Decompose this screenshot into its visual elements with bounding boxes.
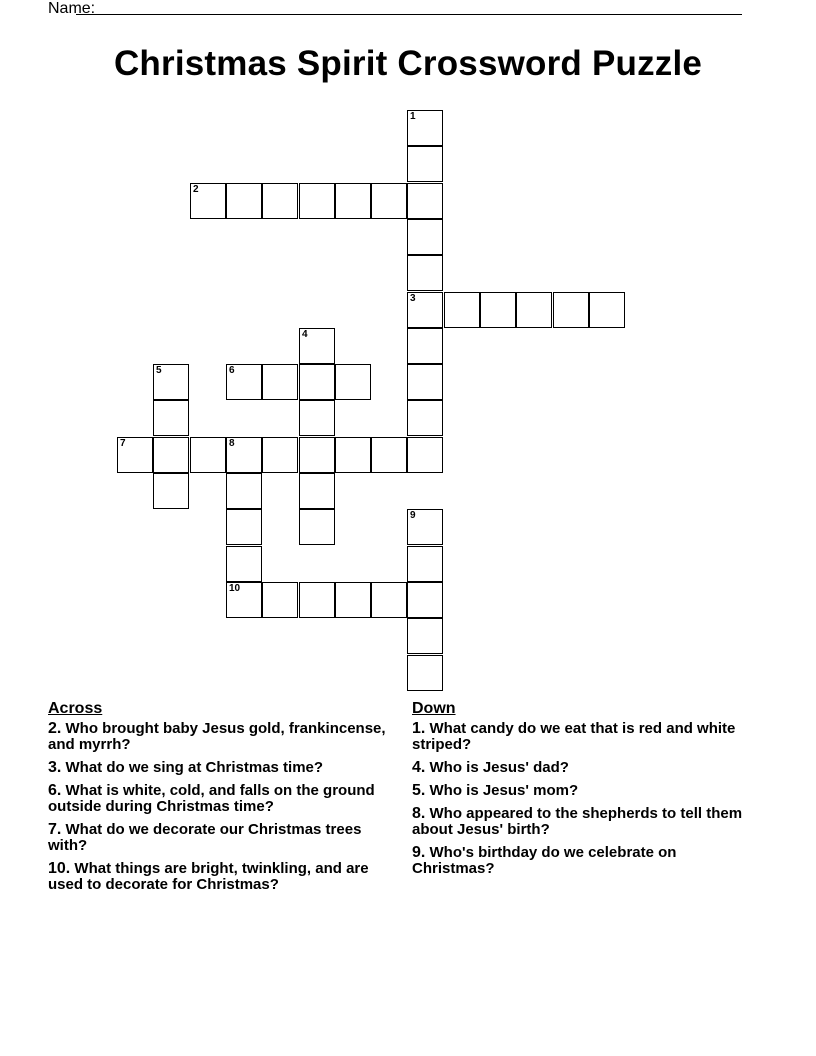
- clue-text: Who is Jesus' dad?: [429, 759, 569, 776]
- down-clue: [412, 783, 757, 799]
- clue-text: Who brought baby Jesus gold, frankincense, and myrrh?: [48, 720, 386, 753]
- grid-cell[interactable]: [226, 473, 262, 509]
- grid-cell[interactable]: [553, 292, 589, 328]
- down-clue: [412, 845, 757, 877]
- across-clue: [48, 721, 398, 753]
- grid-cell[interactable]: [226, 183, 262, 219]
- grid-cell[interactable]: [117, 437, 153, 473]
- across-clue: [48, 783, 398, 815]
- down-clue: [412, 721, 757, 753]
- across-heading: Across: [48, 700, 103, 717]
- cell-number: 9: [410, 510, 416, 521]
- clue-number: 10.: [48, 860, 71, 877]
- grid-cell[interactable]: [444, 292, 480, 328]
- grid-cell[interactable]: [407, 400, 443, 436]
- clue-text: What things are bright, twinkling, and are used to decorate for Christmas?: [48, 860, 369, 893]
- down-clue: [412, 806, 757, 838]
- cell-number: 4: [302, 329, 308, 340]
- grid-cell[interactable]: [407, 146, 443, 182]
- clue-number: 4.: [412, 759, 426, 776]
- name-label: Name:: [48, 0, 96, 17]
- grid-cell[interactable]: [589, 292, 625, 328]
- page-title: Christmas Spirit Crossword Puzzle: [113, 44, 703, 83]
- grid-cell[interactable]: [262, 437, 298, 473]
- across-clues: [48, 701, 398, 900]
- grid-cell[interactable]: [407, 509, 443, 545]
- clue-number: 3.: [48, 759, 62, 776]
- down-clues: [412, 701, 757, 884]
- grid-cell[interactable]: [226, 546, 262, 582]
- grid-cell[interactable]: [516, 292, 552, 328]
- grid-cell[interactable]: [153, 437, 189, 473]
- cell-number: 1: [410, 111, 416, 122]
- grid-cell[interactable]: [371, 582, 407, 618]
- grid-cell[interactable]: [407, 437, 443, 473]
- grid-cell[interactable]: [153, 473, 189, 509]
- grid-cell[interactable]: [299, 473, 335, 509]
- clue-number: 9.: [412, 844, 426, 861]
- across-clue: [48, 822, 398, 854]
- clue-number: 2.: [48, 720, 62, 737]
- grid-cell[interactable]: [299, 328, 335, 364]
- grid-cell[interactable]: [335, 437, 371, 473]
- grid-cell[interactable]: [299, 364, 335, 400]
- clue-text: Who is Jesus' mom?: [429, 782, 579, 799]
- cell-number: 5: [156, 365, 162, 376]
- down-heading: Down: [412, 700, 456, 717]
- cell-number: 2: [193, 184, 199, 195]
- down-clue: [412, 760, 757, 776]
- grid-cell[interactable]: [299, 509, 335, 545]
- grid-cell[interactable]: [480, 292, 516, 328]
- grid-cell[interactable]: [407, 110, 443, 146]
- grid-cell[interactable]: [153, 400, 189, 436]
- grid-cell[interactable]: [299, 582, 335, 618]
- clue-number: 8.: [412, 805, 426, 822]
- grid-cell[interactable]: [335, 183, 371, 219]
- clue-number: 1.: [412, 720, 426, 737]
- grid-cell[interactable]: [407, 292, 443, 328]
- grid-cell[interactable]: [407, 582, 443, 618]
- grid-cell[interactable]: [299, 400, 335, 436]
- clue-text: What do we sing at Christmas time?: [65, 759, 324, 776]
- grid-cell[interactable]: [190, 183, 226, 219]
- grid-cell[interactable]: [262, 183, 298, 219]
- grid-cell[interactable]: [153, 364, 189, 400]
- grid-cell[interactable]: [407, 328, 443, 364]
- grid-cell[interactable]: [226, 509, 262, 545]
- grid-cell[interactable]: [371, 437, 407, 473]
- grid-cell[interactable]: [335, 582, 371, 618]
- grid-cell[interactable]: [190, 437, 226, 473]
- clue-number: 5.: [412, 782, 426, 799]
- clue-text: Who appeared to the shepherds to tell them about Jesus' birth?: [412, 805, 743, 838]
- grid-cell[interactable]: [407, 546, 443, 582]
- grid-cell[interactable]: [407, 655, 443, 691]
- grid-cell[interactable]: [262, 364, 298, 400]
- across-clue: [48, 861, 398, 893]
- grid-cell[interactable]: [299, 437, 335, 473]
- across-clue: [48, 760, 398, 776]
- grid-cell[interactable]: [407, 183, 443, 219]
- cell-number: 10: [229, 583, 241, 594]
- grid-cell[interactable]: [226, 437, 262, 473]
- grid-cell[interactable]: [299, 183, 335, 219]
- grid-cell[interactable]: [407, 364, 443, 400]
- cell-number: 3: [410, 293, 416, 304]
- grid-cell[interactable]: [407, 255, 443, 291]
- grid-cell[interactable]: [371, 183, 407, 219]
- grid-cell[interactable]: [407, 618, 443, 654]
- clue-number: 7.: [48, 821, 62, 838]
- grid-cell[interactable]: [335, 364, 371, 400]
- cell-number: 7: [120, 438, 126, 449]
- clue-number: 6.: [48, 782, 62, 799]
- clue-text: What is white, cold, and falls on the ground outside during Christmas time?: [48, 782, 375, 815]
- clue-text: What candy do we eat that is red and white striped?: [412, 720, 736, 753]
- cell-number: 8: [229, 438, 235, 449]
- cell-number: 6: [229, 365, 235, 376]
- grid-cell[interactable]: [226, 582, 262, 618]
- grid-cell[interactable]: [262, 582, 298, 618]
- clue-text: What do we decorate our Christmas trees with?: [48, 821, 362, 854]
- grid-cell[interactable]: [407, 219, 443, 255]
- grid-cell[interactable]: [226, 364, 262, 400]
- clue-text: Who's birthday do we celebrate on Christmas?: [412, 844, 677, 877]
